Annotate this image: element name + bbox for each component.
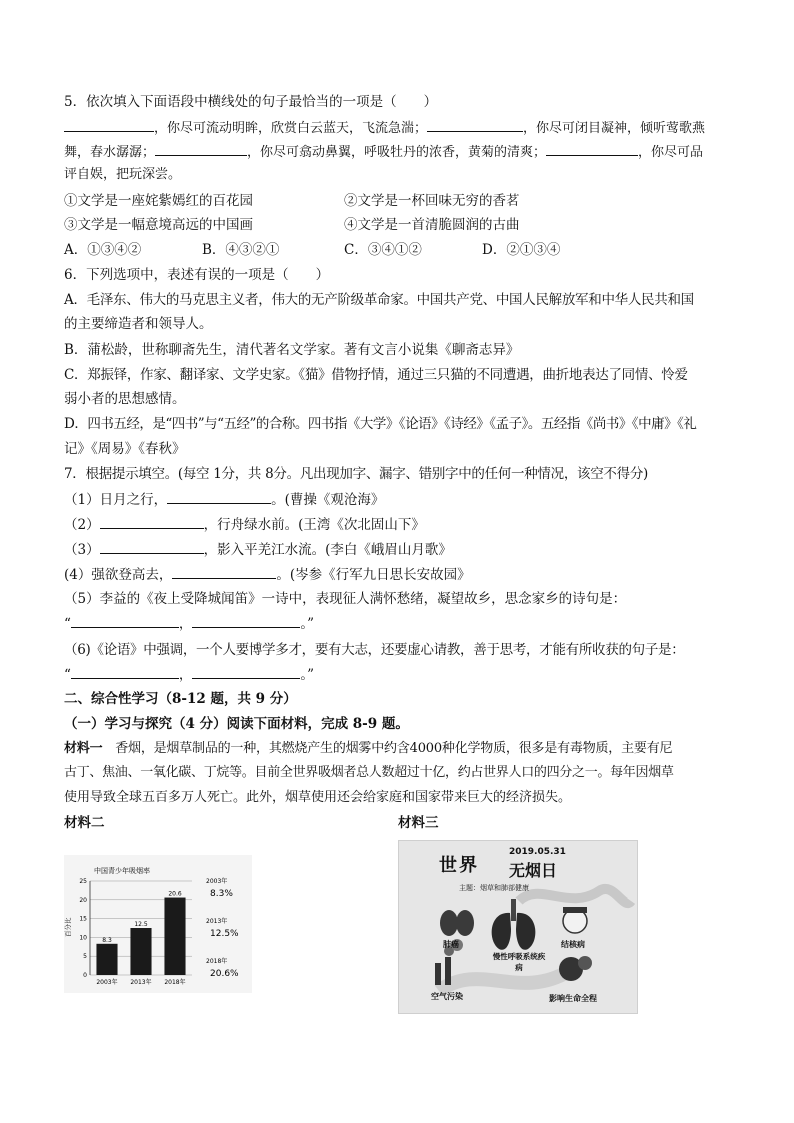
poster-label: 慢性呼吸系统疾病 xyxy=(492,952,546,972)
q7-item-3 xyxy=(64,539,736,560)
q7-quote: 。” xyxy=(300,667,315,683)
chart-ytick-label: 5 xyxy=(83,953,87,961)
q5-choice-b[interactable]: B．④③②① xyxy=(202,242,280,258)
q6-option-d-cont: 记》《周易》《春秋》 xyxy=(64,441,186,457)
chart-ytick-label: 25 xyxy=(79,878,87,885)
q7-text: ，行舟绿水前。(王湾《次北固山下》 xyxy=(203,517,425,533)
material1-text: 香烟，是烟草制品的一种，其燃烧产生的烟雾中约含4000种化学物质，很多是有毒物质，主要有尼 xyxy=(115,741,673,756)
q7-text: 。(曹操《观沧海》 xyxy=(271,492,385,508)
q7-item-2 xyxy=(64,514,736,535)
q5-option-3: ③文学是一幅意境高远的中国画 xyxy=(64,217,253,233)
q7-text: ，影入平羌江水流。(李白《峨眉山月歌》 xyxy=(203,542,452,558)
q7-text: (4）强欲登高去， xyxy=(64,567,173,583)
answer-blank[interactable] xyxy=(64,117,154,132)
q7-comma: ， xyxy=(178,667,193,683)
answer-blank[interactable] xyxy=(71,664,179,679)
chart-bar xyxy=(164,898,185,975)
answer-blank[interactable] xyxy=(155,141,247,156)
q7-quote: “ xyxy=(64,616,71,632)
q7-item-5-answer xyxy=(64,613,736,634)
q6-option-d: D．四书五经，是“四书”与“五经”的合称。四书指《大学》《论语》《诗经》《孟子》。五经指《尚书》《中庸》《礼 xyxy=(64,416,697,432)
answer-blank[interactable] xyxy=(172,564,276,579)
tuberculosis-icon xyxy=(563,907,587,933)
chart-bar xyxy=(130,928,151,975)
q6-option-b: B．蒲松龄，世称聊斋先生，清代著名文学家。著有文言小说集《聊斋志异》 xyxy=(64,342,520,358)
poster-theme: 主题：烟草和肺部健康 xyxy=(459,884,529,892)
q5-text: ，你尽可闭目凝神，倾听莺歌燕 xyxy=(523,121,706,136)
q7-item-1 xyxy=(64,489,736,510)
q6-option-a: A．毛泽东、伟大的马克思主义者，伟大的无产阶级革命家。中国共产党、中国人民解放军和中华人民共和国 xyxy=(64,292,694,308)
q5-text: ，你尽可翕动鼻翼，呼吸牡丹的浓香，黄菊的清爽； xyxy=(247,145,547,160)
q6-option-c: C．郑振铎，作家、翻译家、文学史家。《猫》借物抒情，通过三只猫的不同遭遇，曲折地表达了同情、怜爱 xyxy=(64,367,688,383)
section2-title: 二、综合性学习（8-12 题，共 9 分） xyxy=(64,691,297,707)
chart-ytick-label: 20 xyxy=(79,896,87,904)
q6-option-a-cont: 的主要缔造者和领导人。 xyxy=(64,316,213,332)
answer-blank[interactable] xyxy=(100,514,204,529)
answer-blank[interactable] xyxy=(192,613,300,628)
poster-label: 影响生命全程 xyxy=(549,994,597,1003)
chart-bar xyxy=(96,944,117,975)
answer-blank[interactable] xyxy=(546,141,638,156)
chart-legend-rate: 12.5% xyxy=(210,929,239,939)
q5-stem: 5．依次填入下面语段中横线处的句子最恰当的一项是（ ） xyxy=(64,94,438,110)
answer-blank[interactable] xyxy=(427,117,523,132)
q5-text: 舞，春水潺潺； xyxy=(64,145,156,160)
chart-value-label: 8.3 xyxy=(102,936,112,944)
q7-stem: 7．根据提示填空。(每空 1分，共 8分。凡出现加字、漏字、错别字中的任何一种情况，该空不得分) xyxy=(64,466,648,482)
q7-comma: ， xyxy=(178,616,193,632)
answer-blank[interactable] xyxy=(192,664,300,679)
answer-blank[interactable] xyxy=(71,613,179,628)
q7-text: （3） xyxy=(64,542,100,558)
poster-date: 2019.05.31 xyxy=(509,847,566,857)
material1-line1 xyxy=(64,739,736,759)
q5-choice-c[interactable]: C．③④①② xyxy=(344,242,422,258)
chart-ytick-label: 15 xyxy=(79,915,87,923)
chart-value-label: 20.6 xyxy=(168,890,182,898)
material3-label: 材料三 xyxy=(398,815,439,831)
q5-paragraph-line2 xyxy=(64,141,736,163)
q5-options-row1 xyxy=(64,191,736,211)
q7-text: 。(岑参《行军九日思长安故园》 xyxy=(276,567,471,583)
chart-category-label: 2003年 xyxy=(96,979,118,986)
chart-legend-year: 2013年 xyxy=(206,918,228,925)
chart-category-label: 2018年 xyxy=(164,979,186,986)
chart-legend-year: 2018年 xyxy=(206,958,228,965)
q7-text: （1）日月之行， xyxy=(64,492,168,508)
q5-paragraph-line3: 评自娱，把玩深尝。 xyxy=(64,167,182,182)
q7-item-6-answer xyxy=(64,664,736,685)
world-no-tobacco-day-poster xyxy=(398,840,638,1014)
material1-line2: 古丁、焦油、一氧化碳、丁烷等。目前全世界吸烟者总人数超过十亿，约占世界人口的四分之一。每年因烟草 xyxy=(64,765,674,780)
q7-text: （2） xyxy=(64,517,100,533)
q6-stem: 6．下列选项中，表述有误的一项是（ ） xyxy=(64,267,330,283)
q7-quote: “ xyxy=(64,667,71,683)
answer-blank[interactable] xyxy=(167,489,271,504)
chart-legend-rate: 8.3% xyxy=(210,889,233,899)
section2-subtitle: （一）学习与探究（4 分）阅读下面材料，完成 8-9 题。 xyxy=(64,716,409,732)
q5-option-1: ①文学是一座姹紫嫣红的百花园 xyxy=(64,193,253,209)
material1-label: 材料一 xyxy=(64,741,103,756)
q5-text: ，你尽可流动明眸，欣赏白云蓝天，飞流急湍； xyxy=(154,121,428,136)
q5-option-4: ④文学是一首清脆圆润的古曲 xyxy=(344,217,520,233)
q7-item-4 xyxy=(64,564,736,585)
material2-label: 材料二 xyxy=(64,815,105,831)
poster-title: 世界 xyxy=(439,855,479,876)
youth-smoking-chart xyxy=(64,855,252,993)
chart-bars xyxy=(96,891,185,986)
q7-quote: 。” xyxy=(300,616,315,632)
q5-choice-d[interactable]: D．②①③④ xyxy=(482,242,561,258)
poster-label: 结核病 xyxy=(561,940,585,949)
q5-paragraph-line1 xyxy=(64,117,736,139)
q5-choice-a[interactable]: A．①③④② xyxy=(64,242,142,258)
chart-ytick-label: 0 xyxy=(83,972,87,979)
chart-legend-year: 2003年 xyxy=(206,878,228,885)
q5-text: ，你尽可品 xyxy=(638,145,704,160)
q5-options-row2 xyxy=(64,215,736,235)
q6-option-c-cont: 弱小者的思想感情。 xyxy=(64,391,186,407)
chart-ylabel: 百分比 xyxy=(64,917,72,937)
chart-legend xyxy=(206,877,239,979)
poster-label: 空气污染 xyxy=(431,992,463,1001)
chart-value-label: 12.5 xyxy=(134,921,148,928)
chart-svg xyxy=(64,855,252,993)
chart-title: 中国青少年吸烟率 xyxy=(94,867,150,875)
answer-blank[interactable] xyxy=(100,539,204,554)
q7-item-5: （5）李益的《夜上受降城闻笛》一诗中，表现征人满怀愁绪，凝望故乡，思念家乡的诗句是： xyxy=(64,591,627,607)
chart-category-label: 2013年 xyxy=(130,979,152,986)
poster-label: 肺癌 xyxy=(443,940,459,949)
poster-title2: 无烟日 xyxy=(509,861,558,880)
chart-legend-rate: 20.6% xyxy=(210,969,239,979)
q5-option-2: ②文学是一杯回味无穷的香茗 xyxy=(344,193,520,209)
chart-ytick-label: 10 xyxy=(79,934,87,942)
material1-line3: 使用导致全球五百多万人死亡。此外，烟草使用还会给家庭和国家带来巨大的经济损失。 xyxy=(64,790,572,805)
q7-item-6: （6)《论语》中强调，一个人要博学多才，要有大志，还要虚心请教，善于思考，才能有所收获的句子是： xyxy=(64,642,685,658)
